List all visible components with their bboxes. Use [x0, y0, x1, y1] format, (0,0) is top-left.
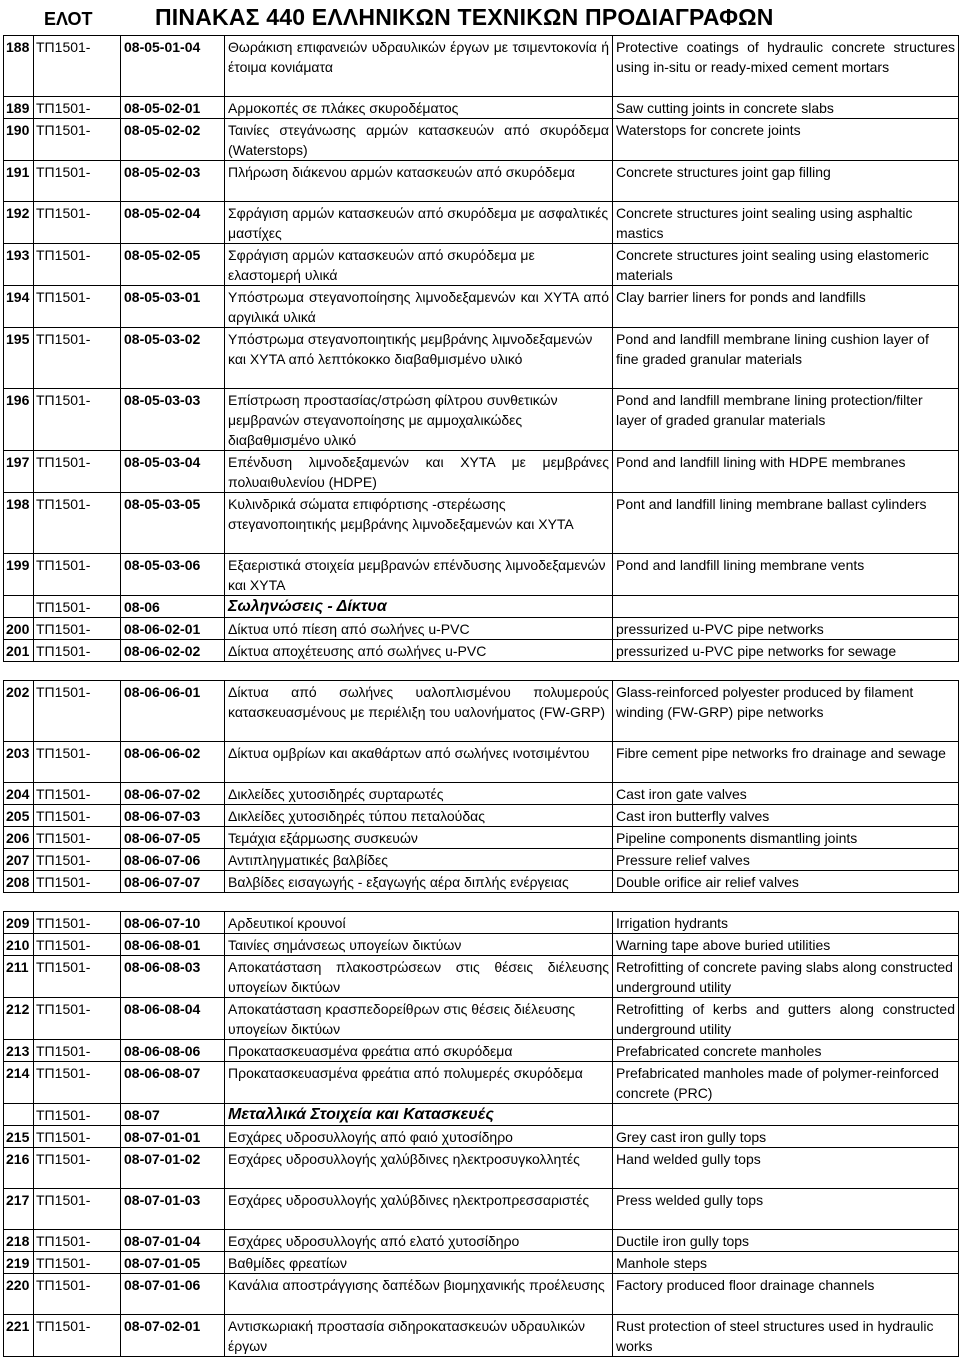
english-description: Protective coatings of hydraulic concrete structures using in-situ or ready-mixed cement mortars: [613, 36, 959, 97]
row-number: 207: [4, 849, 34, 871]
row-number: 195: [4, 328, 34, 389]
greek-description: Εσχάρες υδροσυλλογής χαλύβδινες ηλεκτροπρεσσαριστές: [225, 1189, 613, 1230]
spec-code: 08-06-07-10: [121, 912, 225, 934]
spec-series: ΤΠ1501-: [34, 1230, 121, 1252]
table-row: [4, 849, 959, 871]
greek-description: Επίστρωση προστασίας/στρώση φίλτρου συνθετικών μεμβρανών στεγανοποίησης με αμμοχαλικώδες διαβαθμισμένο υλικό: [225, 389, 613, 451]
table-row: [4, 1040, 959, 1062]
spec-series: ΤΠ1501-: [34, 119, 121, 161]
spec-series: ΤΠ1501-: [34, 934, 121, 956]
spec-code: 08-06-08-07: [121, 1062, 225, 1104]
english-description: pressurized u-PVC pipe networks for sewage: [613, 640, 959, 662]
english-description: Ductile iron gully tops: [613, 1230, 959, 1252]
table-row: [4, 956, 959, 998]
row-number: 205: [4, 805, 34, 827]
table-row: [4, 1148, 959, 1189]
section-header-row: [4, 596, 959, 618]
row-number: 219: [4, 1252, 34, 1274]
english-description: Concrete structures joint sealing using asphaltic mastics: [613, 202, 959, 244]
spec-code: 08-05-03-01: [121, 286, 225, 328]
greek-description: Θωράκιση επιφανειών υδραυλικών έργων με τσιμεντοκονία ή έτοιμα κονιάματα: [225, 36, 613, 97]
english-description: Grey cast iron gully tops: [613, 1126, 959, 1148]
spec-series: ΤΠ1501-: [34, 849, 121, 871]
spec-code: 08-06-07-03: [121, 805, 225, 827]
row-number: 193: [4, 244, 34, 286]
greek-description: Δίκτυα υπό πίεση από σωλήνες u-PVC: [225, 618, 613, 640]
greek-description: Προκατασκευασμένα φρεάτια από πολυμερές σκυρόδεμα: [225, 1062, 613, 1104]
spec-series: ΤΠ1501-: [34, 1315, 121, 1357]
english-description: Glass-reinforced polyester produced by filament winding (FW-GRP) pipe networks: [613, 681, 959, 742]
english-description: pressurized u-PVC pipe networks: [613, 618, 959, 640]
spec-series: ΤΠ1501-: [34, 1252, 121, 1274]
spec-series: ΤΠ1501-: [34, 956, 121, 998]
row-number: 215: [4, 1126, 34, 1148]
table-row: [4, 934, 959, 956]
greek-description: Επένδυση λιμνοδεξαμενών και ΧΥΤΑ με μεμβράνες πολυαιθυλενίου (HDPE): [225, 451, 613, 493]
row-number: 200: [4, 618, 34, 640]
row-number: 191: [4, 161, 34, 202]
english-description: [613, 1104, 959, 1126]
greek-description: Δικλείδες χυτοσιδηρές συρταρωτές: [225, 783, 613, 805]
spec-series: ΤΠ1501-: [34, 1126, 121, 1148]
greek-description: Εσχάρες υδροσυλλογής χαλύβδινες ηλεκτροσυγκολλητές: [225, 1148, 613, 1189]
page-header: [0, 0, 960, 36]
table-row: [4, 493, 959, 554]
table-row: [4, 998, 959, 1040]
table-row: [4, 827, 959, 849]
greek-description: Αντιπληγματικές βαλβίδες: [225, 849, 613, 871]
greek-description: Αποκατάσταση πλακοστρώσεων στις θέσεις διέλευσης υπογείων δικτύων: [225, 956, 613, 998]
table-row: [4, 1126, 959, 1148]
greek-description: Μεταλλικά Στοιχεία και Κατασκευές: [225, 1104, 613, 1126]
spec-series: ΤΠ1501-: [34, 640, 121, 662]
table-row: [4, 554, 959, 596]
english-description: Irrigation hydrants: [613, 912, 959, 934]
english-description: Clay barrier liners for ponds and landfills: [613, 286, 959, 328]
row-number: 217: [4, 1189, 34, 1230]
spec-code: 08-06: [121, 596, 225, 618]
table-row: [4, 1315, 959, 1357]
row-number: 208: [4, 871, 34, 893]
spec-series: ΤΠ1501-: [34, 1274, 121, 1315]
english-description: Factory produced floor drainage channels: [613, 1274, 959, 1315]
greek-description: Εσχάρες υδροσυλλογής από ελατό χυτοσίδηρο: [225, 1230, 613, 1252]
english-description: Retrofitting of kerbs and gutters along constructed underground utility: [613, 998, 959, 1040]
spec-code: 08-05-03-03: [121, 389, 225, 451]
table-row: [4, 97, 959, 119]
spec-series: ΤΠ1501-: [34, 389, 121, 451]
greek-description: Τεμάχια εξάρμωσης συσκευών: [225, 827, 613, 849]
spec-code: 08-05-02-02: [121, 119, 225, 161]
greek-description: Εσχάρες υδροσυλλογής από φαιό χυτοσίδηρο: [225, 1126, 613, 1148]
table-row: [4, 805, 959, 827]
greek-description: Αρμοκοπές σε πλάκες σκυροδέματος: [225, 97, 613, 119]
english-description: Manhole steps: [613, 1252, 959, 1274]
row-number: 202: [4, 681, 34, 742]
spec-code: 08-07: [121, 1104, 225, 1126]
greek-description: Δίκτυα από σωλήνες υαλοπλισμένου πολυμερούς κατασκευασμένους με περιέλιξη του υαλονήματος (FW-GRP): [225, 681, 613, 742]
specifications-table: [3, 35, 959, 1357]
table-row: [4, 389, 959, 451]
spec-code: 08-05-03-02: [121, 328, 225, 389]
table-row: [4, 618, 959, 640]
table-row: [4, 1252, 959, 1274]
spec-series: ΤΠ1501-: [34, 97, 121, 119]
spec-series: ΤΠ1501-: [34, 451, 121, 493]
greek-description: Εξαεριστικά στοιχεία μεμβρανών επένδυσης λιμνοδεξαμενών και ΧΥΤΑ: [225, 554, 613, 596]
spec-code: 08-06-02-01: [121, 618, 225, 640]
spec-series: ΤΠ1501-: [34, 244, 121, 286]
spec-series: ΤΠ1501-: [34, 493, 121, 554]
spec-series: ΤΠ1501-: [34, 202, 121, 244]
english-description: Pond and landfill membrane lining cushion layer of fine graded granular materials: [613, 328, 959, 389]
row-number: 203: [4, 742, 34, 783]
spec-code: 08-07-01-03: [121, 1189, 225, 1230]
greek-description: Δίκτυα αποχέτευσης από σωλήνες u-PVC: [225, 640, 613, 662]
spec-code: 08-06-08-04: [121, 998, 225, 1040]
english-description: Pond and landfill lining membrane vents: [613, 554, 959, 596]
spec-series: ΤΠ1501-: [34, 871, 121, 893]
spec-code: 08-07-01-04: [121, 1230, 225, 1252]
table-row: [4, 1062, 959, 1104]
english-description: Retrofitting of concrete paving slabs along constructed underground utility: [613, 956, 959, 998]
table-row: [4, 328, 959, 389]
english-description: Pond and landfill lining with HDPE membranes: [613, 451, 959, 493]
table-row: [4, 119, 959, 161]
row-number: 213: [4, 1040, 34, 1062]
english-description: Saw cutting joints in concrete slabs: [613, 97, 959, 119]
spec-code: 08-05-02-01: [121, 97, 225, 119]
spec-code: 08-05-02-05: [121, 244, 225, 286]
table-row: [4, 1274, 959, 1315]
spec-code: 08-07-01-05: [121, 1252, 225, 1274]
spec-code: 08-06-07-02: [121, 783, 225, 805]
spec-series: ΤΠ1501-: [34, 1062, 121, 1104]
table-row: [4, 244, 959, 286]
row-number: 209: [4, 912, 34, 934]
table-row: [4, 640, 959, 662]
row-number: 192: [4, 202, 34, 244]
english-description: Warning tape above buried utilities: [613, 934, 959, 956]
table-row: [4, 1230, 959, 1252]
spec-series: ΤΠ1501-: [34, 36, 121, 97]
table-row: [4, 161, 959, 202]
spec-series: ΤΠ1501-: [34, 998, 121, 1040]
specifications-table-body: [4, 36, 959, 1357]
row-number: 189: [4, 97, 34, 119]
english-description: [613, 596, 959, 618]
spec-series: ΤΠ1501-: [34, 805, 121, 827]
spec-series: ΤΠ1501-: [34, 912, 121, 934]
spec-series: ΤΠ1501-: [34, 827, 121, 849]
spec-code: 08-05-03-04: [121, 451, 225, 493]
standards-body-label: ΕΛΟΤ: [44, 9, 93, 29]
greek-description: Δίκτυα ομβρίων και ακαθάρτων από σωλήνες ινοτσιμέντου: [225, 742, 613, 783]
english-description: Concrete structures joint gap filling: [613, 161, 959, 202]
spec-code: 08-06-06-02: [121, 742, 225, 783]
greek-description: Κανάλια αποστράγγισης δαπέδων βιομηχανικής προέλευσης: [225, 1274, 613, 1315]
english-description: Hand welded gully tops: [613, 1148, 959, 1189]
spec-code: 08-06-07-06: [121, 849, 225, 871]
spec-code: 08-06-08-06: [121, 1040, 225, 1062]
spec-code: 08-05-02-04: [121, 202, 225, 244]
spec-series: ΤΠ1501-: [34, 1189, 121, 1230]
greek-description: Ταινίες σημάνσεως υπογείων δικτύων: [225, 934, 613, 956]
table-row: [4, 202, 959, 244]
spec-code: 08-05-03-05: [121, 493, 225, 554]
spec-series: ΤΠ1501-: [34, 596, 121, 618]
greek-description: Αντισκωριακή προστασία σιδηροκατασκευών υδραυλικών έργων: [225, 1315, 613, 1357]
table-row: [4, 36, 959, 97]
english-description: Pipeline components dismantling joints: [613, 827, 959, 849]
row-number: 214: [4, 1062, 34, 1104]
row-number: 218: [4, 1230, 34, 1252]
english-description: Cast iron butterfly valves: [613, 805, 959, 827]
greek-description: Σφράγιση αρμών κατασκευών από σκυρόδεμα με ασφαλτικές μαστίχες: [225, 202, 613, 244]
spec-code: 08-07-01-06: [121, 1274, 225, 1315]
table-row: [4, 286, 959, 328]
row-number: [4, 596, 34, 618]
greek-description: Υπόστρωμα στεγανοποίησης λιμνοδεξαμενών και ΧΥΤΑ από αργιλικά υλικά: [225, 286, 613, 328]
greek-description: Υπόστρωμα στεγανοποιητικής μεμβράνης λιμνοδεξαμενών και ΧΥΤΑ από λεπτόκοκκο διαβαθμισμένο υλικό: [225, 328, 613, 389]
spec-code: 08-05-02-03: [121, 161, 225, 202]
spec-code: 08-06-06-01: [121, 681, 225, 742]
row-number: 204: [4, 783, 34, 805]
spec-series: ΤΠ1501-: [34, 681, 121, 742]
row-number: 201: [4, 640, 34, 662]
greek-description: Δικλείδες χυτοσιδηρές τύπου πεταλούδας: [225, 805, 613, 827]
spec-code: 08-05-01-04: [121, 36, 225, 97]
spec-series: ΤΠ1501-: [34, 328, 121, 389]
english-description: Pont and landfill lining membrane ballast cylinders: [613, 493, 959, 554]
spec-series: ΤΠ1501-: [34, 783, 121, 805]
spec-code: 08-06-08-01: [121, 934, 225, 956]
row-number: 212: [4, 998, 34, 1040]
table-row: [4, 912, 959, 934]
page-title: ΠΙΝΑΚΑΣ 440 ΕΛΛΗΝΙΚΩΝ ΤΕΧΝΙΚΩΝ ΠΡΟΔΙΑΓΡΑΦΩΝ: [155, 4, 774, 30]
spec-series: ΤΠ1501-: [34, 1104, 121, 1126]
table-spacer-cell: [4, 662, 959, 681]
table-row: [4, 783, 959, 805]
english-description: Press welded gully tops: [613, 1189, 959, 1230]
greek-description: Σφράγιση αρμών κατασκευών από σκυρόδεμα με ελαστομερή υλικά: [225, 244, 613, 286]
english-description: Waterstops for concrete joints: [613, 119, 959, 161]
english-description: Prefabricated concrete manholes: [613, 1040, 959, 1062]
english-description: Pressure relief valves: [613, 849, 959, 871]
row-number: 190: [4, 119, 34, 161]
english-description: Prefabricated manholes made of polymer-reinforced concrete (PRC): [613, 1062, 959, 1104]
row-number: 199: [4, 554, 34, 596]
spec-code: 08-07-01-01: [121, 1126, 225, 1148]
row-number: 194: [4, 286, 34, 328]
row-number: 221: [4, 1315, 34, 1357]
row-number: 211: [4, 956, 34, 998]
spec-code: 08-07-01-02: [121, 1148, 225, 1189]
spec-code: 08-06-07-05: [121, 827, 225, 849]
greek-description: Βαθμίδες φρεατίων: [225, 1252, 613, 1274]
table-row: [4, 871, 959, 893]
row-number: [4, 1104, 34, 1126]
spec-series: ΤΠ1501-: [34, 1040, 121, 1062]
spec-series: ΤΠ1501-: [34, 161, 121, 202]
spec-code: 08-06-08-03: [121, 956, 225, 998]
row-number: 216: [4, 1148, 34, 1189]
row-number: 196: [4, 389, 34, 451]
table-row: [4, 1189, 959, 1230]
spec-code: 08-07-02-01: [121, 1315, 225, 1357]
spec-series: ΤΠ1501-: [34, 1148, 121, 1189]
row-number: 197: [4, 451, 34, 493]
row-number: 188: [4, 36, 34, 97]
spec-series: ΤΠ1501-: [34, 618, 121, 640]
english-description: Fibre cement pipe networks fro drainage and sewage: [613, 742, 959, 783]
row-number: 206: [4, 827, 34, 849]
greek-description: Βαλβίδες εισαγωγής - εξαγωγής αέρα διπλής ενέργειας: [225, 871, 613, 893]
table-spacer: [4, 662, 959, 681]
table-spacer: [4, 893, 959, 912]
section-header-row: [4, 1104, 959, 1126]
spec-code: 08-06-07-07: [121, 871, 225, 893]
spec-code: 08-06-02-02: [121, 640, 225, 662]
greek-description: Προκατασκευασμένα φρεάτια από σκυρόδεμα: [225, 1040, 613, 1062]
table-row: [4, 451, 959, 493]
greek-description: Αποκατάσταση κρασπεδορείθρων στις θέσεις διέλευσης υπογείων δικτύων: [225, 998, 613, 1040]
greek-description: Σωληνώσεις - Δίκτυα: [225, 596, 613, 618]
greek-description: Πλήρωση διάκενου αρμών κατασκευών από σκυρόδεμα: [225, 161, 613, 202]
english-description: Concrete structures joint sealing using elastomeric materials: [613, 244, 959, 286]
greek-description: Ταινίες στεγάνωσης αρμών κατασκευών από σκυρόδεμα (Waterstops): [225, 119, 613, 161]
english-description: Rust protection of steel structures used in hydraulic works: [613, 1315, 959, 1357]
table-row: [4, 681, 959, 742]
english-description: Cast iron gate valves: [613, 783, 959, 805]
row-number: 198: [4, 493, 34, 554]
spec-code: 08-05-03-06: [121, 554, 225, 596]
row-number: 220: [4, 1274, 34, 1315]
english-description: Pond and landfill membrane lining protection/filter layer of graded granular materials: [613, 389, 959, 451]
greek-description: Κυλινδρικά σώματα επιφόρτισης -στερέωσης στεγανοποιητικής μεμβράνης λιμνοδεξαμενών και ΧΥΤΑ: [225, 493, 613, 554]
spec-series: ΤΠ1501-: [34, 742, 121, 783]
english-description: Double orifice air relief valves: [613, 871, 959, 893]
spec-series: ΤΠ1501-: [34, 554, 121, 596]
table-row: [4, 742, 959, 783]
table-spacer-cell: [4, 893, 959, 912]
greek-description: Αρδευτικοί κρουνοί: [225, 912, 613, 934]
row-number: 210: [4, 934, 34, 956]
spec-series: ΤΠ1501-: [34, 286, 121, 328]
